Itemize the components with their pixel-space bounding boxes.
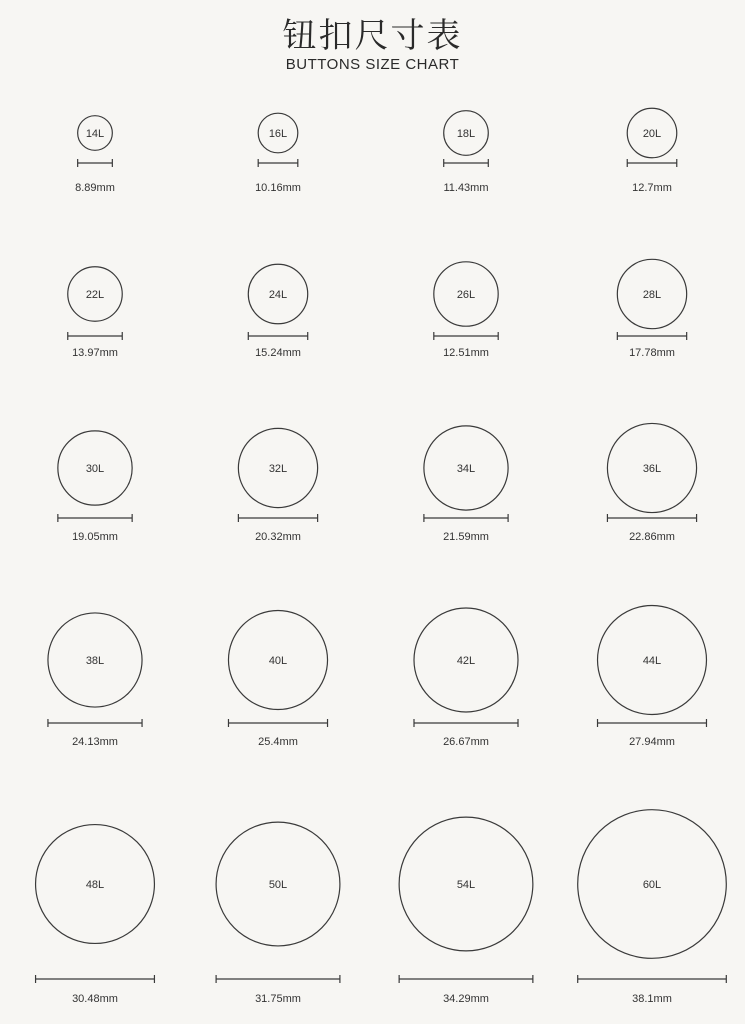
button-mm-label: 11.43mm <box>443 182 489 194</box>
button-size-label: 18L <box>456 128 476 140</box>
dimension-bar <box>617 332 686 340</box>
button-mm-label: 19.05mm <box>72 531 118 543</box>
dimension-bar <box>598 719 707 727</box>
button-mm-label: 21.59mm <box>443 531 489 543</box>
button-size-label: 14L <box>85 128 105 140</box>
button-mm-label: 27.94mm <box>629 736 675 748</box>
button-size-50L <box>216 822 340 1005</box>
button-size-label: 34L <box>456 463 476 475</box>
button-size-label: 36L <box>642 463 662 475</box>
button-size-label: 40L <box>268 655 288 667</box>
button-mm-label: 13.97mm <box>72 347 118 359</box>
button-size-label: 30L <box>85 463 105 475</box>
button-size-24L <box>248 264 307 359</box>
dimension-bar <box>414 719 518 727</box>
button-size-18L <box>443 111 488 194</box>
button-size-32L <box>238 428 317 543</box>
button-size-label: 42L <box>456 655 476 667</box>
dimension-bar <box>58 514 132 522</box>
dimension-bar <box>444 159 489 167</box>
dimension-bar <box>238 514 317 522</box>
button-size-label: 24L <box>268 289 288 301</box>
button-size-label: 28L <box>642 289 662 301</box>
button-size-48L <box>36 825 155 1005</box>
button-size-14L <box>75 116 115 194</box>
dimension-bar <box>78 159 113 167</box>
dimension-bar <box>216 975 340 983</box>
page-title: 钮扣尺寸表 <box>282 16 463 56</box>
dimension-bar <box>627 159 677 167</box>
button-size-label: 50L <box>268 879 288 891</box>
dimension-bar <box>248 332 307 340</box>
button-size-label: 22L <box>85 289 105 301</box>
button-size-42L <box>414 608 518 748</box>
button-size-26L <box>434 262 498 359</box>
button-size-40L <box>228 610 327 748</box>
button-size-label: 54L <box>456 879 476 891</box>
button-size-30L <box>58 431 132 543</box>
button-mm-label: 12.7mm <box>632 182 672 194</box>
button-size-label: 44L <box>642 655 662 667</box>
button-size-28L <box>617 259 686 359</box>
button-mm-label: 8.89mm <box>75 182 115 194</box>
dimension-bar <box>228 719 327 727</box>
dimension-bar <box>399 975 533 983</box>
dimension-bar <box>607 514 696 522</box>
dimension-bar <box>578 975 727 983</box>
dimension-bar <box>48 719 142 727</box>
button-size-label: 60L <box>642 879 662 891</box>
button-mm-label: 38.1mm <box>632 993 672 1005</box>
button-size-22L <box>68 267 122 359</box>
page-subtitle: BUTTONS SIZE CHART <box>285 56 460 73</box>
button-size-label: 16L <box>268 128 288 140</box>
button-mm-label: 12.51mm <box>443 347 489 359</box>
button-mm-label: 22.86mm <box>629 531 675 543</box>
button-size-20L <box>627 108 677 194</box>
dimension-bar <box>36 975 155 983</box>
button-mm-label: 25.4mm <box>258 736 298 748</box>
dimension-bar <box>424 514 508 522</box>
button-size-44L <box>598 606 707 748</box>
dimension-bar <box>434 332 498 340</box>
dimension-bar <box>258 159 298 167</box>
button-size-label: 38L <box>85 655 105 667</box>
button-mm-label: 17.78mm <box>629 347 675 359</box>
button-size-label: 20L <box>642 128 662 140</box>
button-size-16L <box>255 113 301 194</box>
button-mm-label: 20.32mm <box>255 531 301 543</box>
button-size-60L <box>578 810 727 1005</box>
button-size-54L <box>399 817 533 1005</box>
button-size-label: 26L <box>456 289 476 301</box>
button-mm-label: 10.16mm <box>255 182 301 194</box>
button-size-label: 32L <box>268 463 288 475</box>
button-mm-label: 30.48mm <box>72 993 118 1005</box>
button-size-34L <box>424 426 508 543</box>
button-mm-label: 15.24mm <box>255 347 301 359</box>
button-size-38L <box>48 613 142 748</box>
button-mm-label: 24.13mm <box>72 736 118 748</box>
button-size-36L <box>607 423 696 543</box>
button-mm-label: 34.29mm <box>443 993 489 1005</box>
dimension-bar <box>68 332 122 340</box>
button-mm-label: 31.75mm <box>255 993 301 1005</box>
button-mm-label: 26.67mm <box>443 736 489 748</box>
button-size-label: 48L <box>85 879 105 891</box>
